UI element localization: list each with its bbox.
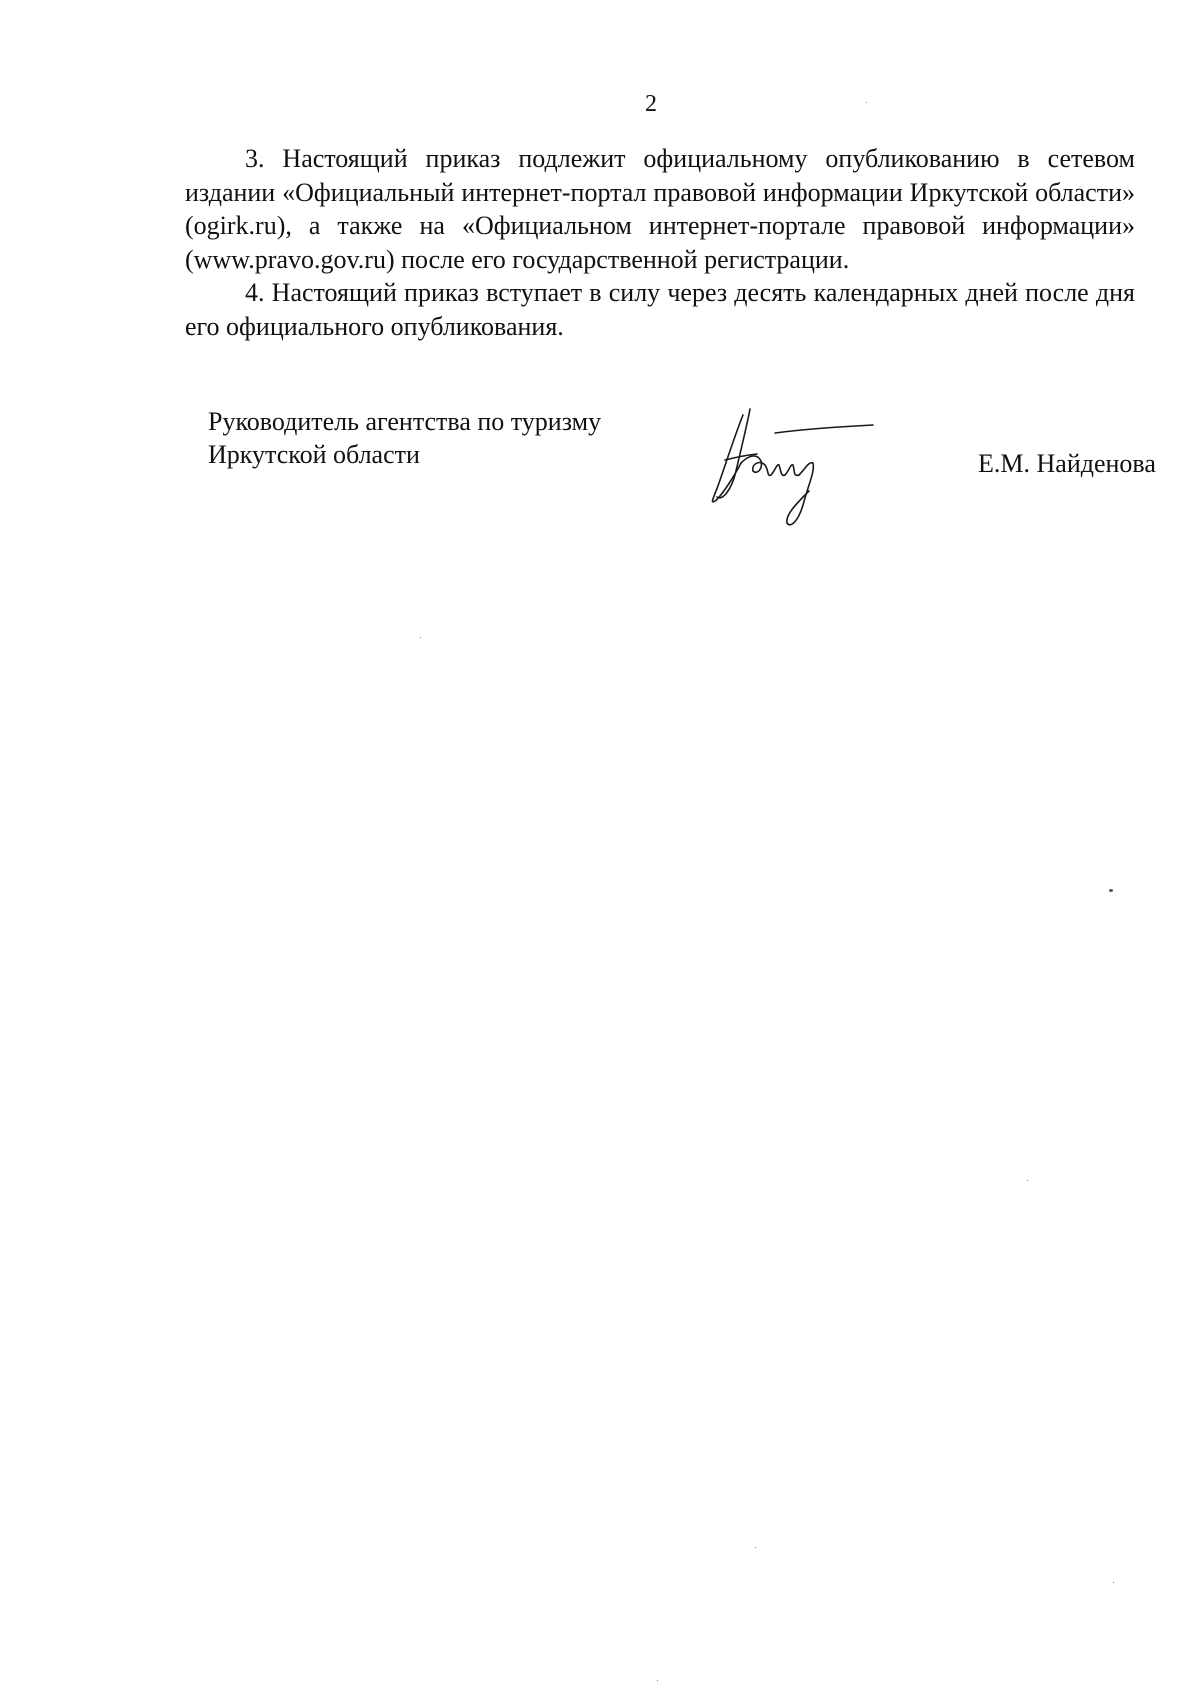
scan-speck [866, 102, 867, 103]
signer-position-line-1: Руководитель агентства по туризму [208, 407, 602, 436]
scan-speck [1027, 1180, 1028, 1181]
scan-speck [1109, 889, 1113, 892]
paragraph-4: 4. Настоящий приказ вступает в силу через десять календарных дней после дня его официального опубликования. [185, 278, 1135, 341]
scan-speck [420, 637, 421, 638]
scan-speck [1113, 1582, 1114, 1583]
document-body [185, 142, 1135, 343]
signer-name: Е.М. Найденова [978, 449, 1156, 478]
signer-position-line-2: Иркутской области [208, 440, 420, 469]
scan-speck [755, 1547, 756, 1548]
signer-position [208, 405, 601, 471]
handwritten-signature [705, 405, 885, 535]
scan-speck [657, 1680, 658, 1681]
paragraph-3: 3. Настоящий приказ подлежит официальному опубликованию в сетевом издании «Официальный интернет-портал правовой информации Иркутской области» (ogirk.ru), а также на «Официальном интернет-портале правовой информации» (www.pravo.gov.ru) после его государственной регистрации. [185, 144, 1135, 274]
page-number: 2 [645, 91, 657, 117]
